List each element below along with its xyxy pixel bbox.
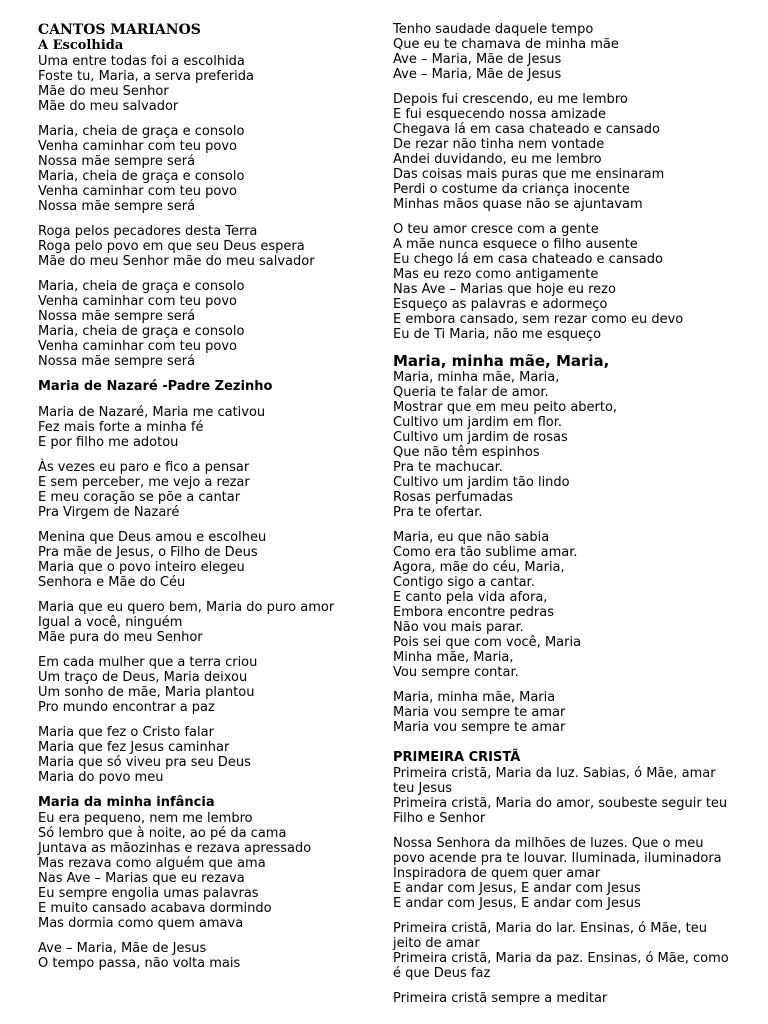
lyric-line: Maria que só viveu pra seu Deus [38,755,251,770]
stanza [38,279,368,369]
lyric-line: Maria, cheia de graça e consolo [38,169,245,184]
lyric-line: Só lembro que à noite, ao pé da cama [38,826,287,841]
lyric-line: Maria, cheia de graça e consolo [38,279,245,294]
song-title-maria-da-minha-infancia: Maria da minha infância [38,795,215,810]
lyric-line: Mãe do meu Senhor mãe do meu salvador [38,254,315,269]
lyric-line: Que eu te chamava de minha mãe [393,37,619,52]
stanza [38,224,368,269]
lyric-line: Pois sei que com você, Maria [393,635,582,650]
lyric-line: Às vezes eu paro e fico a pensar [38,460,250,475]
lyric-line: E sem perceber, me vejo a rezar [38,475,250,490]
lyric-line: Primeira cristã, Maria do lar. Ensinas, ó Mãe, teu jeito de amar [393,921,708,951]
lyric-line: Que não têm espinhos [393,445,540,460]
stanza [393,991,738,1006]
lyric-line: Eu de Ti Maria, não me esqueço [393,327,602,342]
lyric-line: Eu era pequeno, nem me lembro [38,811,253,826]
lyric-line: Minhas mãos quase não se ajuntavam [393,197,643,212]
stanza [38,941,368,971]
lyric-line: De rezar não tinha nem vontade [393,137,605,152]
lyric-line: Das coisas mais puras que me ensinaram [393,167,665,182]
lyric-line: E fui esquecendo nossa amizade [393,107,607,122]
lyric-line: Ave – Maria, Mãe de Jesus [393,67,562,82]
stanza [38,655,368,715]
lyric-line: Embora encontre pedras [393,605,554,620]
lyric-line: Pra mãe de Jesus, o Filho de Deus [38,545,258,560]
lyric-line: Rosas perfumadas [393,490,514,505]
stanza [38,54,368,114]
lyric-line: Igual a você, ninguém [38,615,183,630]
lyric-line: Tenho saudade daquele tempo [393,22,594,37]
lyric-line: Mãe do meu Senhor [38,84,169,99]
stanza [393,370,738,520]
lyric-line: Mas dormia como quem amava [38,916,244,931]
lyric-line: Venha caminhar com teu povo [38,139,237,154]
lyric-line: Menina que Deus amou e escolheu [38,530,267,545]
lyric-line: Maria, eu que não sabia [393,530,550,545]
lyric-line: Juntava as mãozinhas e rezava apressado [38,841,312,856]
lyric-line: O tempo passa, não volta mais [38,956,241,971]
lyric-line: Em cada mulher que a terra criou [38,655,258,670]
lyric-line: Primeira cristã, Maria da paz. Ensinas, ó Mãe, como é que Deus faz [393,951,729,981]
lyric-line: Minha mãe, Maria, [393,650,514,665]
lyric-line: Nas Ave – Marias que eu rezava [38,871,245,886]
lyric-line: Maria, minha mãe, Maria [393,690,556,705]
lyric-line: Roga pelo povo em que seu Deus espera [38,239,305,254]
lyric-line: Mãe pura do meu Senhor [38,630,203,645]
lyric-line: Cultivo um jardim de rosas [393,430,568,445]
stanza [393,530,738,680]
lyric-line: Pra te ofertar. [393,505,483,520]
lyric-line: Maria, cheia de graça e consolo [38,324,245,339]
lyric-line: Maria que o povo inteiro elegeu [38,560,245,575]
lyric-line: Mas eu rezo como antigamente [393,267,599,282]
lyric-line: Cultivo um jardim tão lindo [393,475,570,490]
lyric-line: Nossa Senhora da milhões de luzes. Que o meu povo acende pra te louvar. Iluminada, iluminadora Inspiradora de quem quer amar [393,836,722,881]
lyric-line: Foste tu, Maria, a serva preferida [38,69,255,84]
lyric-line: Primeira cristã, Maria do amor, soubeste seguir teu Filho e Senhor [393,796,728,826]
lyric-line: Primeira cristã sempre a meditar [393,991,608,1006]
lyric-line: Mostrar que em meu peito aberto, [393,400,618,415]
stanza [393,92,738,212]
lyric-line: Maria vou sempre te amar [393,705,566,720]
stanza [393,766,738,826]
lyric-line: Venha caminhar com teu povo [38,184,237,199]
lyric-line: Maria, minha mãe, Maria, [393,370,560,385]
lyric-line: E embora cansado, sem rezar como eu devo [393,312,684,327]
lyric-line: Maria do povo meu [38,770,164,785]
document-title: CANTOS MARIANOS [38,22,201,38]
lyric-line: Andei duvidando, eu me lembro [393,152,602,167]
lyric-line: Um traço de Deus, Maria deixou [38,670,248,685]
lyric-line: Nossa mãe sempre será [38,309,196,324]
lyric-line: Mãe do meu salvador [38,99,179,114]
lyric-line: Fez mais forte a minha fé [38,420,204,435]
stanza [393,921,738,981]
lyric-line: Como era tão sublime amar. [393,545,578,560]
lyric-line: Maria que eu quero bem, Maria do puro amor [38,600,335,615]
stanza [38,405,368,450]
lyric-line: Ave – Maria, Mãe de Jesus [393,52,562,67]
lyric-line: Esqueço as palavras e adormeço [393,297,608,312]
lyric-line: Uma entre todas foi a escolhida [38,54,245,69]
lyric-line: Ave – Maria, Mãe de Jesus [38,941,207,956]
lyric-line: E andar com Jesus, E andar com Jesus [393,881,641,896]
lyric-line: Senhora e Mãe do Céu [38,575,186,590]
lyric-line: Agora, mãe do céu, Maria, [393,560,565,575]
lyric-line: Cultivo um jardim em flor. [393,415,563,430]
lyric-line: Venha caminhar com teu povo [38,339,237,354]
stanza [393,836,738,911]
song-title-primeira-crista: PRIMEIRA CRISTÃ [393,750,521,765]
lyric-line: Venha caminhar com teu povo [38,294,237,309]
song-title-a-escolhida: A Escolhida [38,38,124,53]
lyric-line: Maria que fez o Cristo falar [38,725,214,740]
lyric-line: E andar com Jesus, E andar com Jesus [393,896,641,911]
lyric-line: A mãe nunca esquece o filho ausente [393,237,638,252]
lyric-line: Maria que fez Jesus caminhar [38,740,230,755]
lyric-line: Nossa mãe sempre será [38,354,196,369]
lyric-line: E meu coração se põe a cantar [38,490,241,505]
stanza [393,22,738,82]
lyric-line: Queria te falar de amor. [393,385,549,400]
song-title-maria-de-nazare: Maria de Nazaré -Padre Zezinho [38,379,273,394]
stanza [393,690,738,735]
lyric-line: Um sonho de mãe, Maria plantou [38,685,255,700]
lyric-line: Vou sempre contar. [393,665,519,680]
stanza [393,222,738,342]
lyric-line: O teu amor cresce com a gente [393,222,599,237]
lyric-line: Chegava lá em casa chateado e cansado [393,122,660,137]
lyric-line: Pro mundo encontrar a paz [38,700,215,715]
lyric-line: Nossa mãe sempre será [38,199,196,214]
lyric-line: Maria vou sempre te amar [393,720,566,735]
song-title-maria-minha-mae: Maria, minha mãe, Maria, [393,352,610,370]
lyric-line: Primeira cristã, Maria da luz. Sabias, ó Mãe, amar teu Jesus [393,766,716,796]
right-column [393,22,738,1006]
stanza [38,600,368,645]
lyric-line: Perdi o costume da criança inocente [393,182,630,197]
stanza [38,811,368,931]
lyric-line: E canto pela vida afora, [393,590,548,605]
lyric-line: Eu chego lá em casa chateado e cansado [393,252,663,267]
lyric-line: Nossa mãe sempre será [38,154,196,169]
lyric-line: Não vou mais parar. [393,620,524,635]
lyric-line: Eu sempre engolia umas palavras [38,886,259,901]
stanza [38,124,368,214]
lyric-line: E por filho me adotou [38,435,179,450]
lyric-line: Contigo sigo a cantar. [393,575,535,590]
lyric-line: Depois fui crescendo, eu me lembro [393,92,628,107]
lyric-line: Pra Virgem de Nazaré [38,505,180,520]
stanza [38,725,368,785]
lyric-line: Mas rezava como alguém que ama [38,856,266,871]
lyric-line: Nas Ave – Marias que hoje eu rezo [393,282,616,297]
lyric-line: Maria, cheia de graça e consolo [38,124,245,139]
stanza [38,460,368,520]
lyric-line: E muito cansado acabava dormindo [38,901,272,916]
left-column [38,22,368,971]
stanza [38,530,368,590]
lyric-line: Pra te machucar. [393,460,503,475]
lyric-line: Maria de Nazaré, Maria me cativou [38,405,266,420]
lyric-line: Roga pelos pecadores desta Terra [38,224,258,239]
